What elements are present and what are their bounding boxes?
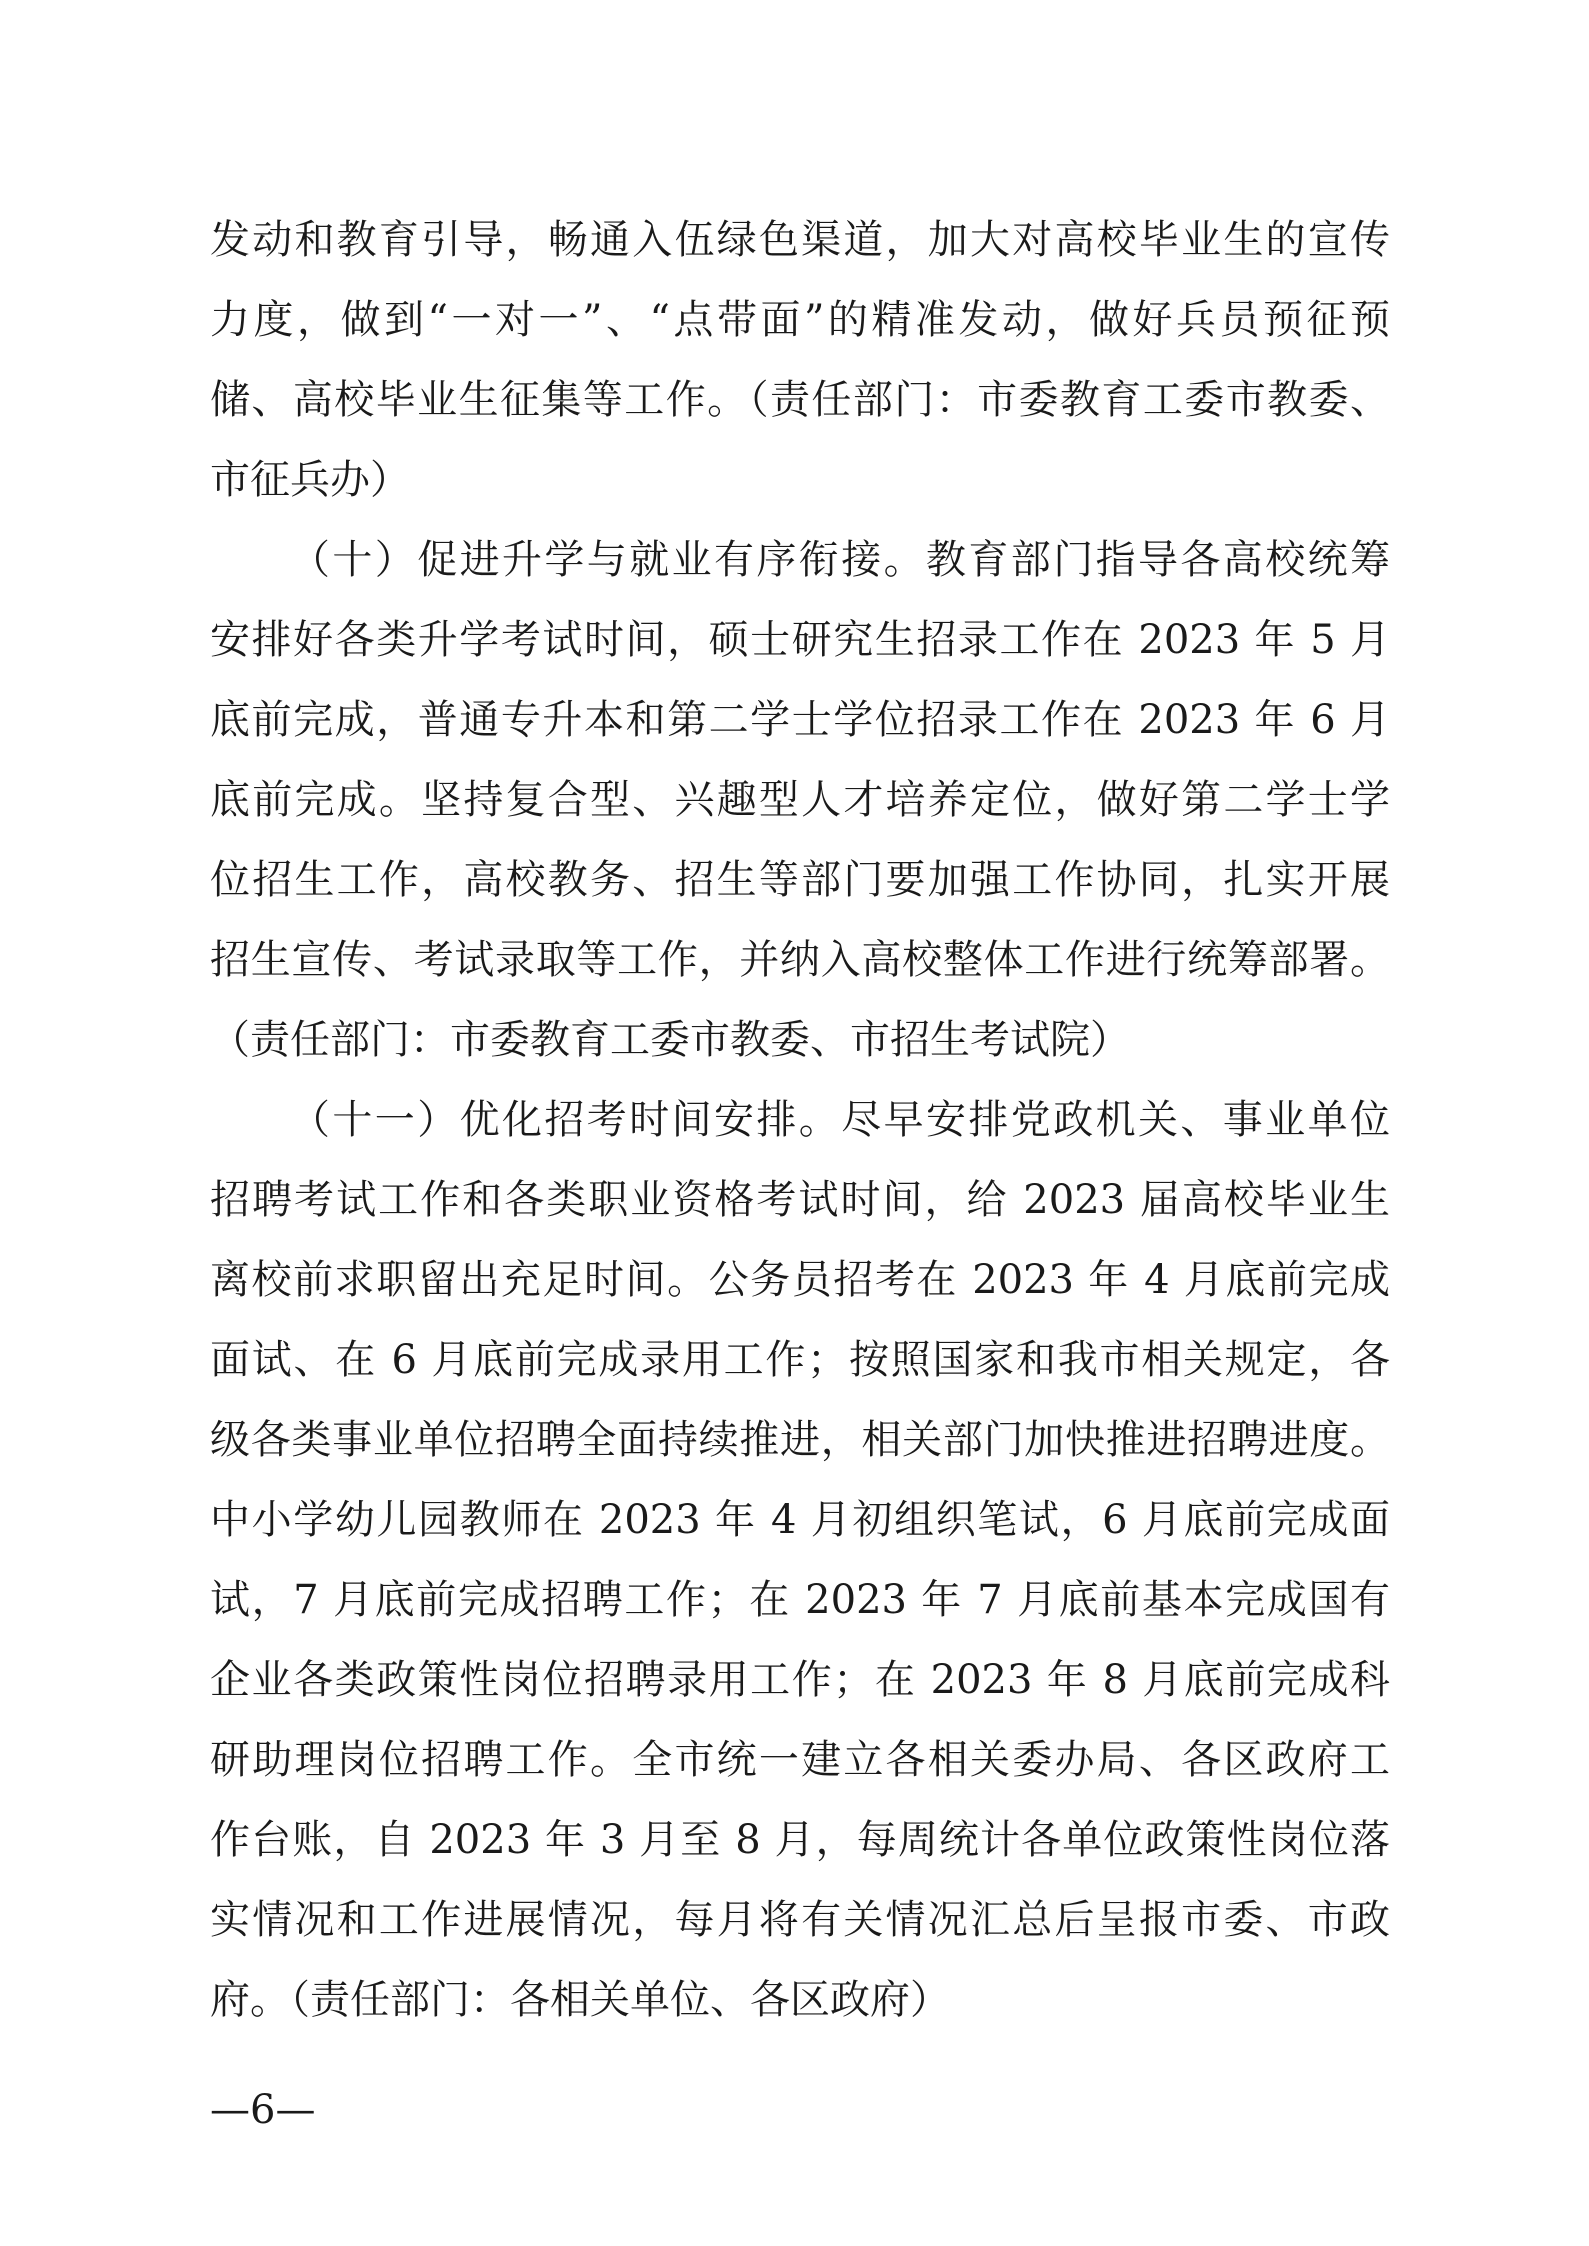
- text-line-8: 底前完成。坚持复合型、兴趣型人才培养定位，做好第二学士学: [210, 777, 1390, 823]
- section-ten-heading-line: （十）促进升学与就业有序衔接。教育部门指导各高校统筹: [290, 537, 1390, 583]
- text-line-10: 招生宣传、考试录取等工作，并纳入高校整体工作进行统筹部署。: [210, 937, 1390, 983]
- text-line-16: 级各类事业单位招聘全面持续推进，相关部门加快推进招聘进度。: [210, 1417, 1390, 1463]
- text-line-9: 位招生工作，高校教务、招生等部门要加强工作协同，扎实开展: [210, 857, 1390, 903]
- text-line-7: 底前完成，普通专升本和第二学士学位招录工作在 2023 年 6 月: [210, 697, 1390, 743]
- text-line-18: 试，7 月底前完成招聘工作；在 2023 年 7 月底前基本完成国有: [210, 1577, 1390, 1623]
- text-line-14: 离校前求职留出充足时间。公务员招考在 2023 年 4 月底前完成: [210, 1257, 1390, 1303]
- text-line-2: 力度，做到“一对一”、“点带面”的精准发动，做好兵员预征预: [210, 297, 1390, 343]
- text-line-19: 企业各类政策性岗位招聘录用工作；在 2023 年 8 月底前完成科: [210, 1657, 1390, 1703]
- text-line-3: 储、高校毕业生征集等工作。（责任部门：市委教育工委市教委、: [210, 377, 1390, 423]
- page-number: —6—: [210, 2087, 316, 2133]
- text-line-21: 作台账，自 2023 年 3 月至 8 月，每周统计各单位政策性岗位落: [210, 1817, 1390, 1863]
- text-line-6: 安排好各类升学考试时间，硕士研究生招录工作在 2023 年 5 月: [210, 617, 1390, 663]
- text-line-15: 面试、在 6 月底前完成录用工作；按照国家和我市相关规定，各: [210, 1337, 1390, 1383]
- text-line-20: 研助理岗位招聘工作。全市统一建立各相关委办局、各区政府工: [210, 1737, 1390, 1783]
- text-line-1: 发动和教育引导，畅通入伍绿色渠道，加大对高校毕业生的宣传: [210, 217, 1390, 263]
- text-line-4: 市征兵办）: [210, 457, 410, 503]
- text-line-22: 实情况和工作进展情况，每月将有关情况汇总后呈报市委、市政: [210, 1897, 1390, 1943]
- text-line-13: 招聘考试工作和各类职业资格考试时间，给 2023 届高校毕业生: [210, 1177, 1390, 1223]
- text-line-23: 府。（责任部门：各相关单位、各区政府）: [210, 1977, 950, 2023]
- text-line-11: （责任部门：市委教育工委市教委、市招生考试院）: [210, 1017, 1130, 1063]
- text-line-17: 中小学幼儿园教师在 2023 年 4 月初组织笔试，6 月底前完成面: [210, 1497, 1390, 1543]
- section-eleven-heading-line: （十一）优化招考时间安排。尽早安排党政机关、事业单位: [290, 1097, 1390, 1143]
